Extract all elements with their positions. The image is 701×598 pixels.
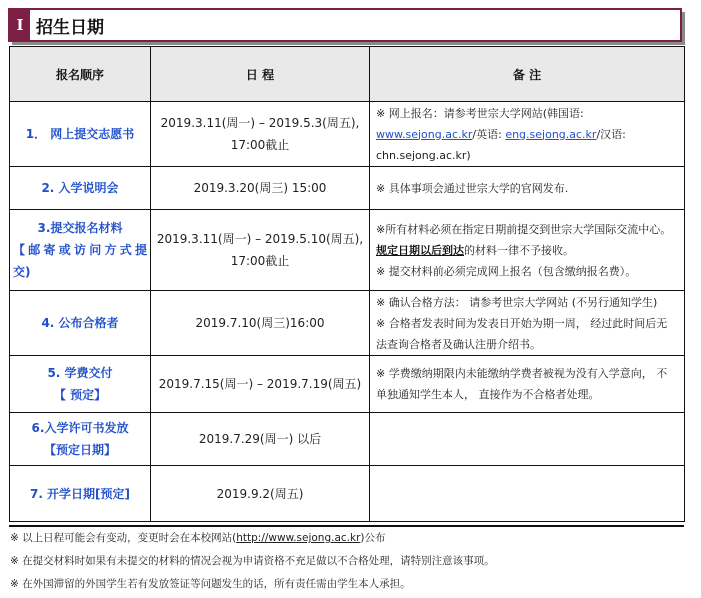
header-order: 报名顺序 [10, 47, 151, 102]
step-label [10, 413, 151, 466]
remark-text: ) [466, 148, 471, 162]
remark-line: ※ 确认合格方法： 请参考世宗大学网站 (不另行通知学生) [376, 295, 658, 309]
remark-line: ※ 学费缴纳期限内未能缴纳学费者被视为没有入学意向， 不 [376, 367, 668, 380]
remark-line: 单独通知学生本人， 直接作为不合格者处理。 [376, 388, 600, 401]
remark-emphasis: 规定日期以后到达 [376, 243, 464, 257]
remark-line [376, 240, 678, 261]
table-row [10, 291, 685, 356]
remark-text: /英语: [472, 127, 506, 141]
footnote-text: ※ 以上日程可能会有变动，变更时会在本校网站( [10, 532, 237, 544]
footnote-2: ※ 在提交材料时如果有未提交的材料的情况会视为申请资格不充足做以不合格处理，请特别注意该事项。 [10, 555, 495, 567]
remark-line: ※ 合格者发表时间为发表日开始为期一周， 经过此时间后无 [376, 316, 668, 330]
table-row [10, 102, 685, 167]
step-label [10, 210, 151, 291]
header-schedule: 日 程 [151, 47, 370, 102]
step-line: 【 预定】 [53, 388, 107, 402]
step-label: 2. 入学说明会 [10, 167, 151, 210]
step-line: 3.提交报名材料 [37, 221, 123, 235]
header-remarks: 备 注 [370, 47, 685, 102]
title-shadow [682, 12, 685, 44]
date-line: 17:00截止 [230, 254, 290, 268]
step-line: 【预定日期】 [43, 443, 116, 457]
remark-line: ※ 提交材料前必须完成网上报名（包含缴纳报名费）。 [376, 264, 637, 278]
date-line: 17:00截止 [230, 138, 290, 152]
remark-line: ※所有材料必须在指定日期前提交到世宗大学国际交流中心。 [376, 222, 672, 236]
table-row [10, 167, 685, 210]
footnote-link[interactable]: http://www.sejong.ac.kr [236, 532, 361, 544]
section-title: 招生日期 [36, 17, 104, 38]
step-remark [370, 102, 685, 167]
date-line: 2019.3.11(周一) – 2019.5.10(周五), [156, 232, 364, 246]
link-chinese-site[interactable]: chn.sejong.ac.kr [376, 148, 467, 162]
step-remark: ※ 具体事项会通过世宗大学的官网发布. [370, 167, 685, 210]
footnote-1 [10, 530, 386, 545]
remark-text: 的材料一律不予接收。 [464, 243, 574, 257]
step-remark [370, 291, 685, 356]
table-row [10, 356, 685, 413]
step-date [151, 102, 370, 167]
link-korean-site[interactable]: www.sejong.ac.kr [376, 127, 473, 141]
remark-text: /汉语: [596, 127, 626, 141]
section-title-bar [8, 8, 682, 42]
step-line: 交) [13, 265, 31, 279]
table-row [10, 466, 685, 522]
step-line: 6.入学许可书发放 [31, 421, 129, 435]
step-date: 2019.7.15(周一) – 2019.7.19(周五) [151, 356, 370, 413]
step-date: 2019.3.20(周三) 15:00 [151, 167, 370, 210]
link-english-site[interactable]: eng.sejong.ac.kr [505, 127, 597, 141]
table-row [10, 413, 685, 466]
table-bottom-rule [9, 525, 684, 527]
step-label [10, 356, 151, 413]
schedule-table [9, 46, 685, 522]
step-line: 5. 学费交付 [47, 366, 113, 380]
step-date: 2019.7.10(周三)16:00 [151, 291, 370, 356]
remark-text: ※ 网上报名：请参考世宗大学网站(韩国语: [376, 106, 584, 120]
table-header-row [10, 47, 685, 102]
step-line: 【邮寄或访问方式提 [13, 243, 147, 257]
step-remark [370, 356, 685, 413]
date-line: 2019.3.11(周一) – 2019.5.3(周五), [160, 116, 360, 130]
step-date: 2019.7.29(周一) 以后 [151, 413, 370, 466]
section-number: I [10, 10, 30, 40]
step-date: 2019.9.2(周五) [151, 466, 370, 522]
step-remark [370, 210, 685, 291]
footnote-3: ※ 在外国滞留的外国学生若有发放签证等问题发生的话，所有责任需由学生本人承担。 [10, 578, 411, 590]
title-shadow-bottom [12, 42, 685, 45]
footnote-text: )公布 [360, 532, 386, 544]
step-date [151, 210, 370, 291]
step-label: 7. 开学日期[预定] [10, 466, 151, 522]
remark-line: 法查询合格者及确认注册介绍书。 [376, 337, 541, 351]
step-remark [370, 413, 685, 466]
step-label: 1． 网上提交志愿书 [10, 102, 151, 167]
step-remark [370, 466, 685, 522]
step-label: 4. 公布合格者 [10, 291, 151, 356]
table-row [10, 210, 685, 291]
